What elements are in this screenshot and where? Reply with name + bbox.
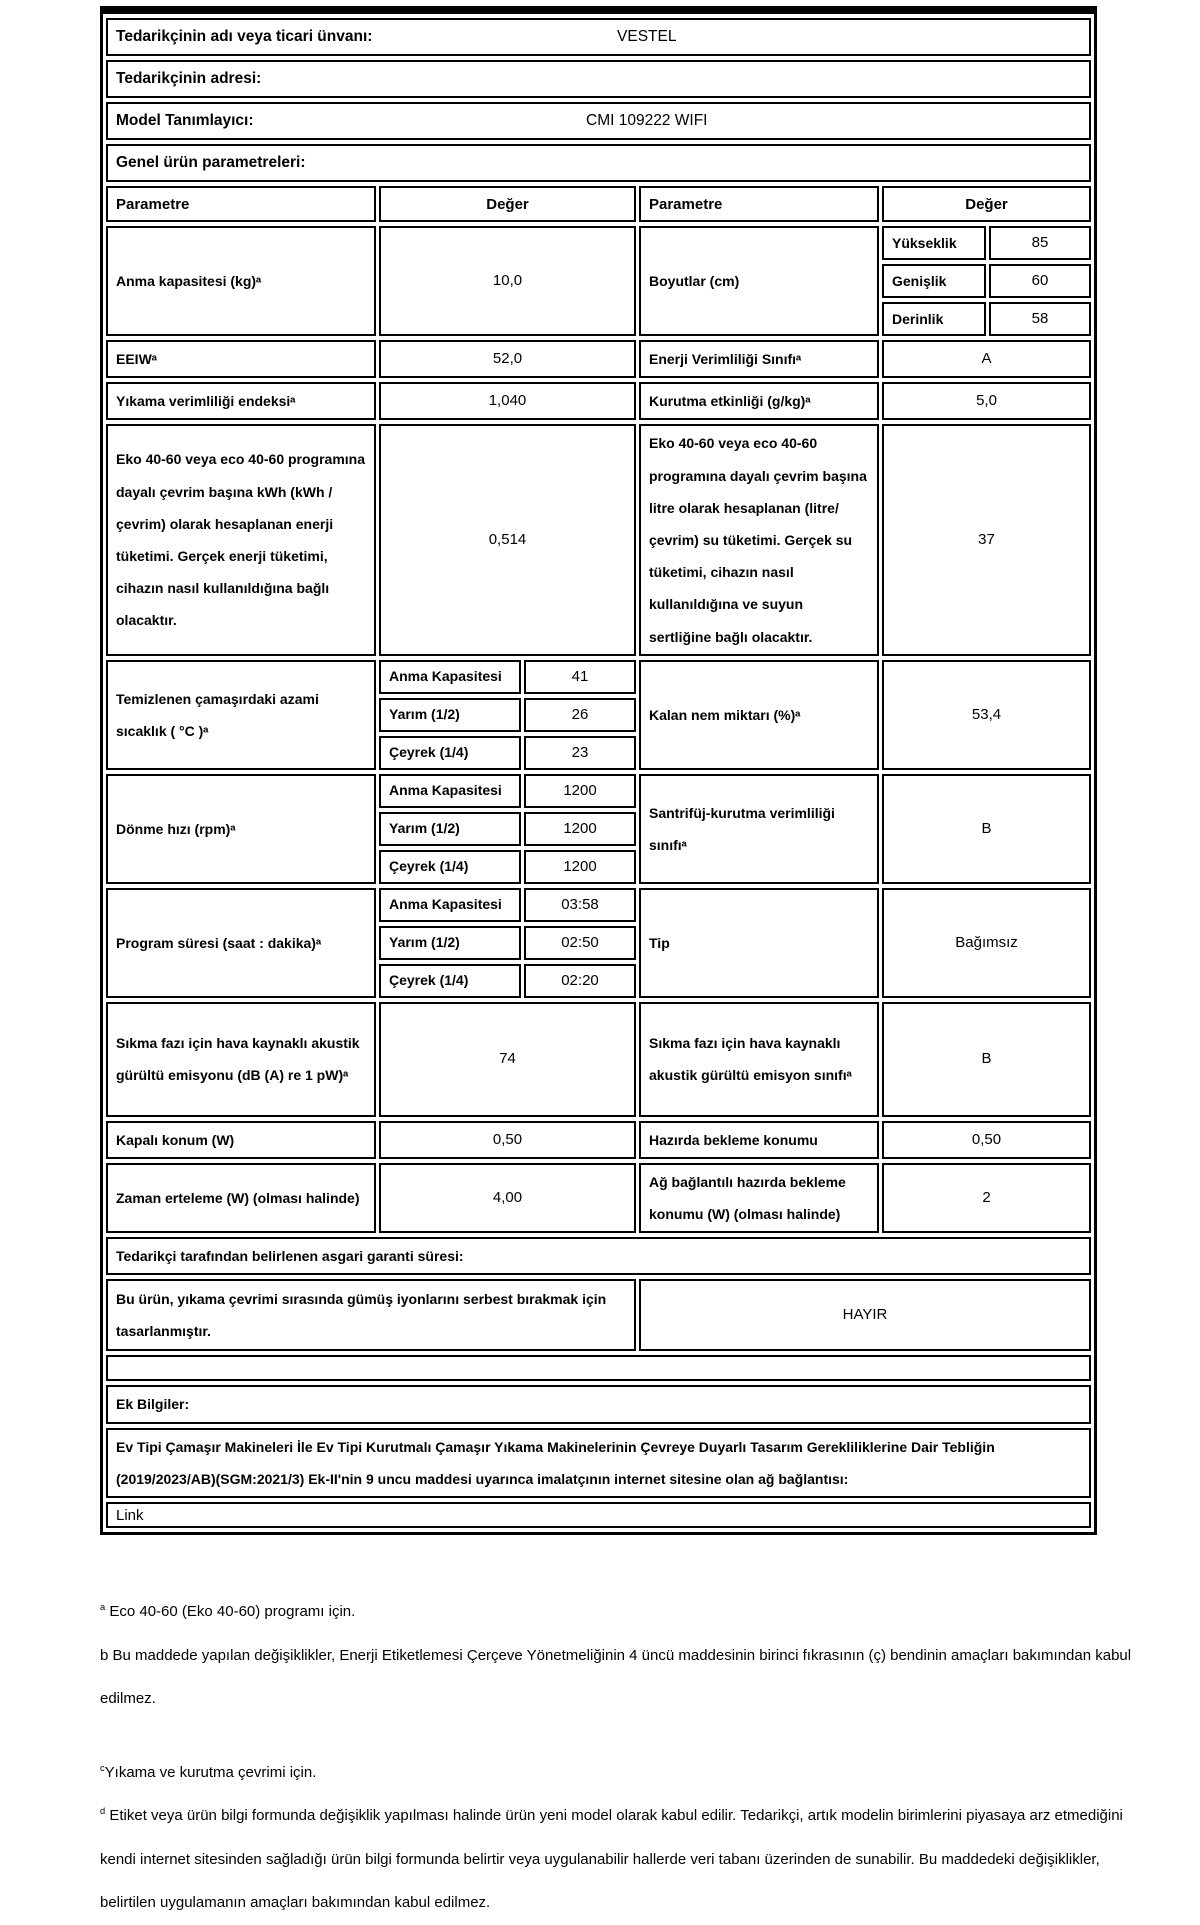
table-row <box>106 660 1091 694</box>
dimension-height-value: 85 <box>989 226 1091 260</box>
duration-quarter-value: 02:20 <box>524 964 636 998</box>
footnote-d-marker: d <box>100 1806 106 1816</box>
duration-rated-value: 03:58 <box>524 888 636 922</box>
duration-half-label: Yarım (1/2) <box>379 926 521 960</box>
footnote-d-text: Etiket veya ürün bilgi formunda değişiklik yapılması halinde ürün yeni model olarak kabul edilir. Tedarikçi, artık modelin birimlerini piyasaya arz etmediğini kendi internet sitesinden sağladığı ürün bilgi formunda belirtir veya uygulanabilir hallerde veri tabanı üzerinden de sunabilir. Bu maddedeki değişiklikler, belirtilen uygulamanın amaçları bakımından kabul edilmez. <box>100 1807 1123 1911</box>
wash-index-value: 1,040 <box>379 382 636 420</box>
max-temp-quarter-label: Çeyrek (1/4) <box>379 736 521 770</box>
spin-class-label: Santrifüj-kurutma verimliliği sınıfıᵃ <box>639 774 879 884</box>
manufacturer-website-link[interactable]: Link <box>106 1502 1091 1528</box>
footnote-a-marker: a <box>100 1602 106 1612</box>
energy-class-value: A <box>882 340 1091 378</box>
table-row <box>106 424 1091 655</box>
table-row <box>106 60 1091 98</box>
dimension-width-label: Genişlik <box>882 264 986 298</box>
eeiw-label: EEIWᵃ <box>106 340 376 378</box>
footnote-c-marker: c <box>100 1762 105 1773</box>
product-fiche-table <box>100 6 1097 1535</box>
capacity-value: 10,0 <box>379 226 636 336</box>
duration-half-value: 02:50 <box>524 926 636 960</box>
table-row <box>106 1163 1091 1233</box>
header-param-left: Parametre <box>106 186 376 222</box>
table-row <box>106 1237 1091 1275</box>
footnote-d <box>100 1794 1140 1925</box>
capacity-label: Anma kapasitesi (kg)ᵃ <box>106 226 376 336</box>
noise-label: Sıkma fazı için hava kaynaklı akustik gürültü emisyonu (dB (A) re 1 pW)ᵃ <box>106 1002 376 1117</box>
networked-standby-label: Ağ bağlantılı hazırda bekleme konumu (W) (olması halinde) <box>639 1163 879 1233</box>
table-row <box>106 1002 1091 1117</box>
footnote-c-text: Yıkama ve kurutma çevrimi için. <box>104 1763 317 1781</box>
silver-ions-label: Bu ürün, yıkama çevrimi sırasında gümüş iyonlarını serbest bırakmak için tasarlanmıştır. <box>106 1279 636 1351</box>
max-temp-quarter-value: 23 <box>524 736 636 770</box>
model-id-value: CMI 109222 WIFI <box>586 112 708 129</box>
delay-start-label: Zaman erteleme (W) (olması halinde) <box>106 1163 376 1233</box>
table-row <box>106 18 1091 56</box>
table-row <box>106 1355 1091 1381</box>
dimensions-label: Boyutlar (cm) <box>639 226 879 336</box>
standby-label: Hazırda bekleme konumu <box>639 1121 879 1159</box>
water-consumption-value: 37 <box>882 424 1091 655</box>
footnote-c <box>100 1751 1140 1795</box>
table-row <box>106 102 1091 140</box>
remaining-moisture-value: 53,4 <box>882 660 1091 770</box>
noise-class-label: Sıkma fazı için hava kaynaklı akustik gürültü emisyon sınıfıᵃ <box>639 1002 879 1117</box>
max-temp-rated-label: Anma Kapasitesi <box>379 660 521 694</box>
supplier-address-row <box>106 60 1091 98</box>
max-temp-rated-value: 41 <box>524 660 636 694</box>
supplier-name-label: Tedarikçinin adı veya ticari ünvanı: <box>116 28 373 45</box>
model-id-row <box>106 102 1091 140</box>
supplier-name-row <box>106 18 1091 56</box>
footnote-a-text: Eco 40-60 (Eko 40-60) programı için. <box>109 1603 356 1620</box>
footnote-a <box>100 1590 1140 1634</box>
energy-consumption-value: 0,514 <box>379 424 636 655</box>
max-temp-label: Temizlenen çamaşırdaki azami sıcaklık ( °C )ᵃ <box>106 660 376 770</box>
supplier-name-value: VESTEL <box>617 28 677 45</box>
water-consumption-label: Eko 40-60 veya eco 40-60 programına dayalı çevrim başına litre olarak hesaplanan (litre/çevrim) su tüketimi. Gerçek su tüketimi, cihazın nasıl kullanıldığına ve suyun sertliğine bağlı olacaktır. <box>639 424 879 655</box>
duration-label: Program süresi (saat : dakika)ᵃ <box>106 888 376 998</box>
footnote-b-marker: b <box>100 1646 109 1664</box>
spin-speed-half-value: 1200 <box>524 812 636 846</box>
table-row <box>106 1121 1091 1159</box>
spin-class-value: B <box>882 774 1091 884</box>
header-param-right: Parametre <box>639 186 879 222</box>
footnotes-section <box>100 1590 1140 1925</box>
dimension-width-value: 60 <box>989 264 1091 298</box>
dimension-depth-value: 58 <box>989 302 1091 336</box>
eeiw-value: 52,0 <box>379 340 636 378</box>
silver-ions-value: HAYIR <box>639 1279 1091 1351</box>
drying-effectiveness-value: 5,0 <box>882 382 1091 420</box>
energy-class-label: Enerji Verimliliği Sınıfıᵃ <box>639 340 879 378</box>
max-temp-half-value: 26 <box>524 698 636 732</box>
wash-index-label: Yıkama verimliliği endeksiᵃ <box>106 382 376 420</box>
noise-value: 74 <box>379 1002 636 1117</box>
table-row <box>106 340 1091 378</box>
table-row <box>106 888 1091 922</box>
remaining-moisture-label: Kalan nem miktarı (%)ᵃ <box>639 660 879 770</box>
dimension-depth-label: Derinlik <box>882 302 986 336</box>
table-row <box>106 1428 1091 1498</box>
table-row <box>106 1502 1091 1528</box>
column-header-row <box>106 186 1091 222</box>
general-params-label: Genel ürün parametreleri: <box>116 154 306 171</box>
model-id-label: Model Tanımlayıcı: <box>116 112 254 129</box>
networked-standby-value: 2 <box>882 1163 1091 1233</box>
standby-value: 0,50 <box>882 1121 1091 1159</box>
spin-speed-rated-value: 1200 <box>524 774 636 808</box>
duration-rated-label: Anma Kapasitesi <box>379 888 521 922</box>
regulation-label: Ev Tipi Çamaşır Makineleri İle Ev Tipi Kurutmalı Çamaşır Yıkama Makinelerinin Çevreye Duyarlı Tasarım Gerekliliklerine Dair Tebliğin (2019/2023/AB)(SGM:2021/3) Ek-II'nin 9 uncu maddesi uyarınca imalatçının internet sitesine olan ağ bağlantısı: <box>106 1428 1091 1498</box>
off-mode-value: 0,50 <box>379 1121 636 1159</box>
header-value-right: Değer <box>882 186 1091 222</box>
warranty-label: Tedarikçi tarafından belirlenen asgari garanti süresi: <box>106 1237 1091 1275</box>
spin-speed-quarter-label: Çeyrek (1/4) <box>379 850 521 884</box>
max-temp-half-label: Yarım (1/2) <box>379 698 521 732</box>
extra-info-label: Ek Bilgiler: <box>106 1385 1091 1423</box>
supplier-address-label: Tedarikçinin adresi: <box>116 70 262 87</box>
spin-speed-label: Dönme hızı (rpm)ᵃ <box>106 774 376 884</box>
table-row <box>106 144 1091 182</box>
duration-quarter-label: Çeyrek (1/4) <box>379 964 521 998</box>
table-row <box>106 1385 1091 1423</box>
delay-start-value: 4,00 <box>379 1163 636 1233</box>
type-label: Tip <box>639 888 879 998</box>
table-row <box>106 1279 1091 1351</box>
footnote-b-text: Bu maddede yapılan değişiklikler, Enerji Etiketlemesi Çerçeve Yönetmeliğinin 4 üncü maddesinin birinci fıkrasının (ç) bendinin amaçları bakımından kabul edilmez. <box>100 1646 1132 1707</box>
spin-speed-rated-label: Anma Kapasitesi <box>379 774 521 808</box>
off-mode-label: Kapalı konum (W) <box>106 1121 376 1159</box>
table-row <box>106 382 1091 420</box>
table-row <box>106 774 1091 808</box>
table-row <box>106 226 1091 260</box>
general-params-row <box>106 144 1091 182</box>
dimension-height-label: Yükseklik <box>882 226 986 260</box>
noise-class-value: B <box>882 1002 1091 1117</box>
header-value-left: Değer <box>379 186 636 222</box>
energy-consumption-label: Eko 40-60 veya eco 40-60 programına dayalı çevrim başına kWh (kWh / çevrim) olarak hesaplanan enerji tüketimi. Gerçek enerji tüketimi, cihazın nasıl kullanıldığına bağlı olacaktır. <box>106 424 376 655</box>
empty-row <box>106 1355 1091 1381</box>
spin-speed-half-label: Yarım (1/2) <box>379 812 521 846</box>
spin-speed-quarter-value: 1200 <box>524 850 636 884</box>
drying-effectiveness-label: Kurutma etkinliği (g/kg)ᵃ <box>639 382 879 420</box>
type-value: Bağımsız <box>882 888 1091 998</box>
footnote-b <box>100 1634 1140 1721</box>
